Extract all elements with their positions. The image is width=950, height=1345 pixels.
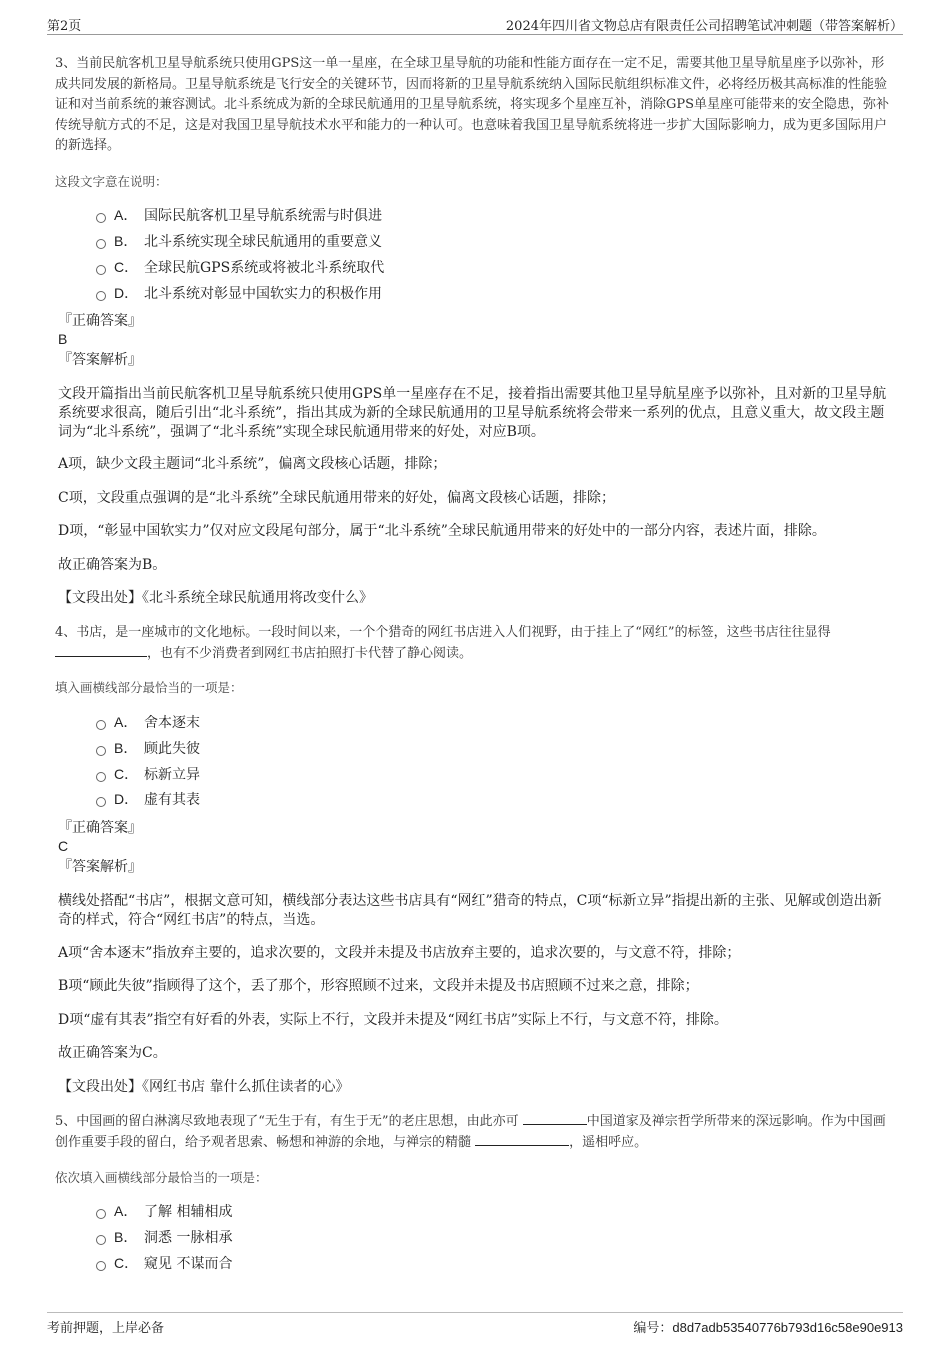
q4-conclusion: 故正确答案为C。 bbox=[58, 1045, 167, 1061]
q3-option-d[interactable] bbox=[96, 283, 382, 303]
q4-option-c[interactable] bbox=[96, 764, 200, 784]
option-text: 标新立异 bbox=[144, 767, 200, 783]
q5-blank-2 bbox=[475, 1133, 569, 1146]
q4-answer-label: 『正确答案』 bbox=[58, 820, 142, 836]
q5-option-b[interactable] bbox=[96, 1227, 232, 1247]
radio-icon[interactable] bbox=[96, 1209, 106, 1219]
option-letter: A． bbox=[114, 207, 138, 223]
option-letter: A． bbox=[114, 1203, 138, 1219]
option-letter: C． bbox=[114, 259, 139, 275]
option-text: 洞悉 一脉相承 bbox=[144, 1230, 233, 1246]
option-letter: D． bbox=[114, 791, 139, 807]
q3-passage: 3、当前民航客机卫星导航系统只使用GPS这一单一星座，在全球卫星导航的功能和性能方面存在一定不足，需要其他卫星导航星座予以弥补，形成共同发展的新格局。卫星导航系统是飞行安全的关键环节，因而将新的卫星导航系统纳入国际民航组织标准文件，必将经历极其高标准的性能验证和对当前系统的兼容测试。北斗系统成为新的全球民航通用的卫星导航系统，将实现多个星座互补，消除GPS单星座可能带来的安全隐患，弥补传统导航方式的不足，这是对我国卫星导航技术水平和能力的一种认可。也意味着我国卫星导航系统将进一步扩大国际影响力，成为更多国际用户的新选择。 bbox=[55, 56, 890, 153]
option-letter: B． bbox=[114, 233, 138, 249]
option-text: 北斗系统实现全球民航通用的重要意义 bbox=[144, 234, 382, 250]
option-letter: D． bbox=[114, 285, 139, 301]
radio-icon[interactable] bbox=[96, 746, 106, 756]
q3-option-b[interactable] bbox=[96, 231, 382, 251]
page-number: 第2页 bbox=[47, 19, 82, 34]
q4-option-b[interactable] bbox=[96, 738, 200, 758]
q3-prompt: 这段文字意在说明： bbox=[55, 174, 168, 189]
q4-passage bbox=[55, 623, 895, 664]
option-letter: A． bbox=[114, 714, 138, 730]
q3-analysis-d: D项，“彰显中国软实力”仅对应文段尾句部分，属于“北斗系统”全球民航通用带来的好处中的一部分内容，表述片面，排除。 bbox=[58, 523, 826, 539]
q5-text-part2: 中国道家及禅宗哲学所带来的深远影响。作为中国画创作重要手段的留白，给予观者思索、畅想和神游的余地，与禅宗的精髓 bbox=[55, 1114, 886, 1150]
q4-analysis-d: D项“虚有其表”指空有好看的外表，实际上不行，文段并未提及“网红书店”实际上不行，与文意不符，排除。 bbox=[58, 1012, 728, 1028]
page-header bbox=[47, 12, 903, 35]
option-text: 全球民航GPS系统或将被北斗系统取代 bbox=[144, 260, 385, 276]
document-title: 2024年四川省文物总店有限责任公司招聘笔试冲刺题（带答案解析） bbox=[505, 19, 903, 34]
footer-slogan: 考前押题，上岸必备 bbox=[47, 1321, 165, 1336]
radio-icon[interactable] bbox=[96, 1261, 106, 1271]
radio-icon[interactable] bbox=[96, 1235, 106, 1245]
q3-option-a[interactable] bbox=[96, 205, 382, 225]
document-code bbox=[633, 1317, 903, 1336]
option-text: 国际民航客机卫星导航系统需与时俱进 bbox=[144, 208, 382, 224]
code-label: 编号： bbox=[633, 1321, 673, 1336]
radio-icon[interactable] bbox=[96, 213, 106, 223]
option-text: 北斗系统对彰显中国软实力的积极作用 bbox=[144, 286, 382, 302]
q4-prompt: 填入画横线部分最恰当的一项是： bbox=[55, 680, 243, 695]
option-text: 顾此失彼 bbox=[144, 741, 200, 757]
q4-text-after: ，也有不少消费者到网红书店拍照打卡代替了静心阅读。 bbox=[147, 645, 473, 661]
radio-icon[interactable] bbox=[96, 772, 106, 782]
q3-analysis-label: 『答案解析』 bbox=[58, 352, 142, 368]
q4-analysis-main: 横线处搭配“书店”，根据文意可知，横线部分表达这些书店具有“网红”猎奇的特点，C项“标新立异”指提出新的主张、见解或创造出新奇的样式，符合“网红书店”的特点，当选。 bbox=[58, 893, 882, 928]
q4-text-before: 4、书店，是一座城市的文化地标。一段时间以来，一个个猎奇的网红书店进入人们视野，由于挂上了“网红”的标签，这些书店往往显得 bbox=[55, 625, 831, 640]
q3-source: 【文段出处】《北斗系统全球民航通用将改变什么》 bbox=[58, 590, 373, 606]
option-text: 了解 相辅相成 bbox=[144, 1204, 233, 1220]
radio-icon[interactable] bbox=[96, 291, 106, 301]
q4-analysis-a: A项“舍本逐末”指放弃主要的，追求次要的，文段并未提及书店放弃主要的，追求次要的，与文意不符，排除； bbox=[58, 945, 741, 961]
radio-icon[interactable] bbox=[96, 265, 106, 275]
code-value: d8d7adb53540776b793d16c58e90e913 bbox=[672, 1320, 903, 1335]
option-text: 虚有其表 bbox=[144, 792, 200, 808]
radio-icon[interactable] bbox=[96, 239, 106, 249]
q3-analysis-a: A项，缺少文段主题词“北斗系统”，偏离文段核心话题，排除； bbox=[58, 456, 447, 472]
q5-option-c[interactable] bbox=[96, 1253, 232, 1273]
q5-option-a[interactable] bbox=[96, 1201, 232, 1221]
q3-conclusion: 故正确答案为B。 bbox=[58, 557, 167, 573]
q5-blank-1 bbox=[523, 1112, 587, 1125]
q3-answer-label: 『正确答案』 bbox=[58, 313, 142, 329]
option-text: 舍本逐末 bbox=[144, 715, 200, 731]
q5-prompt: 依次填入画横线部分最恰当的一项是： bbox=[55, 1170, 268, 1185]
q4-analysis-label: 『答案解析』 bbox=[58, 859, 142, 875]
q5-passage bbox=[55, 1112, 895, 1153]
q3-answer: B bbox=[58, 331, 68, 347]
option-letter: B． bbox=[114, 1229, 138, 1245]
option-letter: C． bbox=[114, 1255, 139, 1271]
radio-icon[interactable] bbox=[96, 720, 106, 730]
option-text: 窥见 不谋而合 bbox=[144, 1256, 233, 1272]
q3-analysis-main: 文段开篇指出当前民航客机卫星导航系统只使用GPS单一星座存在不足，接着指出需要其他卫星导航星座予以弥补，且对新的卫星导航系统要求很高，随后引出“北斗系统”，指出其成为新的全球民航通用的卫星导航系统将会带来一系列的优点，且意义重大，故文段主题词为“北斗系统”，强调了“北斗系统”实现全球民航通用带来的好处，对应B项。 bbox=[58, 386, 887, 440]
option-letter: C． bbox=[114, 766, 139, 782]
q5-text-part1: 5、中国画的留白淋漓尽致地表现了“无生于有，有生于无”的老庄思想，由此亦可 bbox=[55, 1114, 519, 1129]
page-footer bbox=[47, 1312, 903, 1335]
q4-blank bbox=[55, 644, 147, 657]
q4-option-d[interactable] bbox=[96, 789, 200, 809]
q4-source: 【文段出处】《网红书店 靠什么抓住读者的心》 bbox=[58, 1079, 350, 1095]
q4-analysis-b: B项“顾此失彼”指顾得了这个，丢了那个，形容照顾不过来，文段并未提及书店照顾不过来之意，排除； bbox=[58, 978, 699, 994]
option-letter: B． bbox=[114, 740, 138, 756]
q4-option-a[interactable] bbox=[96, 712, 200, 732]
q3-option-c[interactable] bbox=[96, 257, 384, 277]
q4-answer: C bbox=[58, 838, 69, 854]
radio-icon[interactable] bbox=[96, 797, 106, 807]
q3-analysis-c: C项，文段重点强调的是“北斗系统”全球民航通用带来的好处，偏离文段核心话题，排除； bbox=[58, 490, 616, 506]
q5-text-part3: ，遥相呼应。 bbox=[569, 1134, 648, 1150]
